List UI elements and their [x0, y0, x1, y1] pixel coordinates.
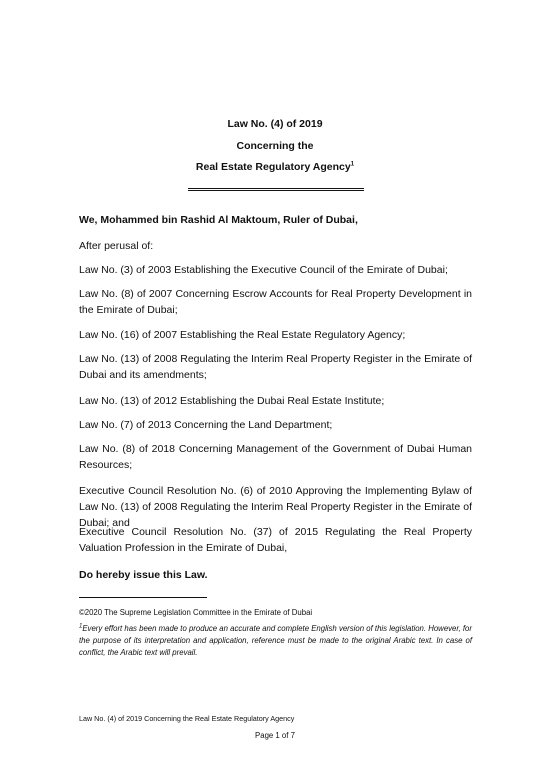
list-item: Law No. (13) of 2008 Regulating the Interim Real Property Register in the Emirate of Dubai and its amendments; [79, 353, 472, 381]
footnote-ref: 1 [350, 161, 355, 168]
law-subject: Real Estate Regulatory Agency [195, 161, 351, 173]
footnote-text [79, 623, 472, 659]
closing-statement: Do hereby issue this Law. [79, 569, 208, 581]
list-item: Law No. (13) of 2012 Establishing the Dubai Real Estate Institute; [79, 395, 385, 407]
running-footer: Law No. (4) of 2019 Concerning the Real Estate Regulatory Agency [79, 714, 295, 723]
list-item: Law No. (8) of 2007 Concerning Escrow Accounts for Real Property Development in the Emirate of Dubai; [79, 288, 472, 316]
footnote-separator [79, 597, 207, 598]
title-separator [188, 188, 364, 189]
list-item: Law No. (3) of 2003 Establishing the Executive Council of the Emirate of Dubai; [79, 264, 448, 276]
page-number: Page 1 of 7 [255, 731, 295, 740]
ruler-statement: We, Mohammed bin Rashid Al Maktoum, Ruler of Dubai, [79, 214, 358, 226]
law-title: Law No. (4) of 2019 [227, 118, 323, 130]
law-subject-line [0, 161, 550, 173]
list-item: Law No. (8) of 2018 Concerning Management of the Government of Dubai Human Resources; [79, 443, 472, 471]
footnote-body: Every effort has been made to produce an accurate and complete English version of this legislation. However, for the purpose of its interpretation and application, reference must be made to the original Arabic text. In case of conflict, the Arabic text will prevail. [79, 624, 472, 657]
footnote-marker: 1 [79, 623, 83, 630]
law-concerning: Concerning the [236, 140, 314, 152]
list-item: Executive Council Resolution No. (6) of 2010 Approving the Implementing Bylaw of Law No. (13) of 2008 Regulating the Interim Real Property Register in the Emirate of Dubai; and [79, 485, 472, 529]
copyright-notice: ©2020 The Supreme Legislation Committee in the Emirate of Dubai [79, 608, 313, 617]
perusal-heading: After perusal of: [79, 240, 154, 252]
list-item: Law No. (7) of 2013 Concerning the Land Department; [79, 419, 333, 431]
list-item: Law No. (16) of 2007 Establishing the Real Estate Regulatory Agency; [79, 329, 406, 341]
title-separator-double [188, 190, 364, 191]
list-item: Executive Council Resolution No. (37) of 2015 Regulating the Real Property Valuation Profession in the Emirate of Dubai, [79, 526, 472, 554]
